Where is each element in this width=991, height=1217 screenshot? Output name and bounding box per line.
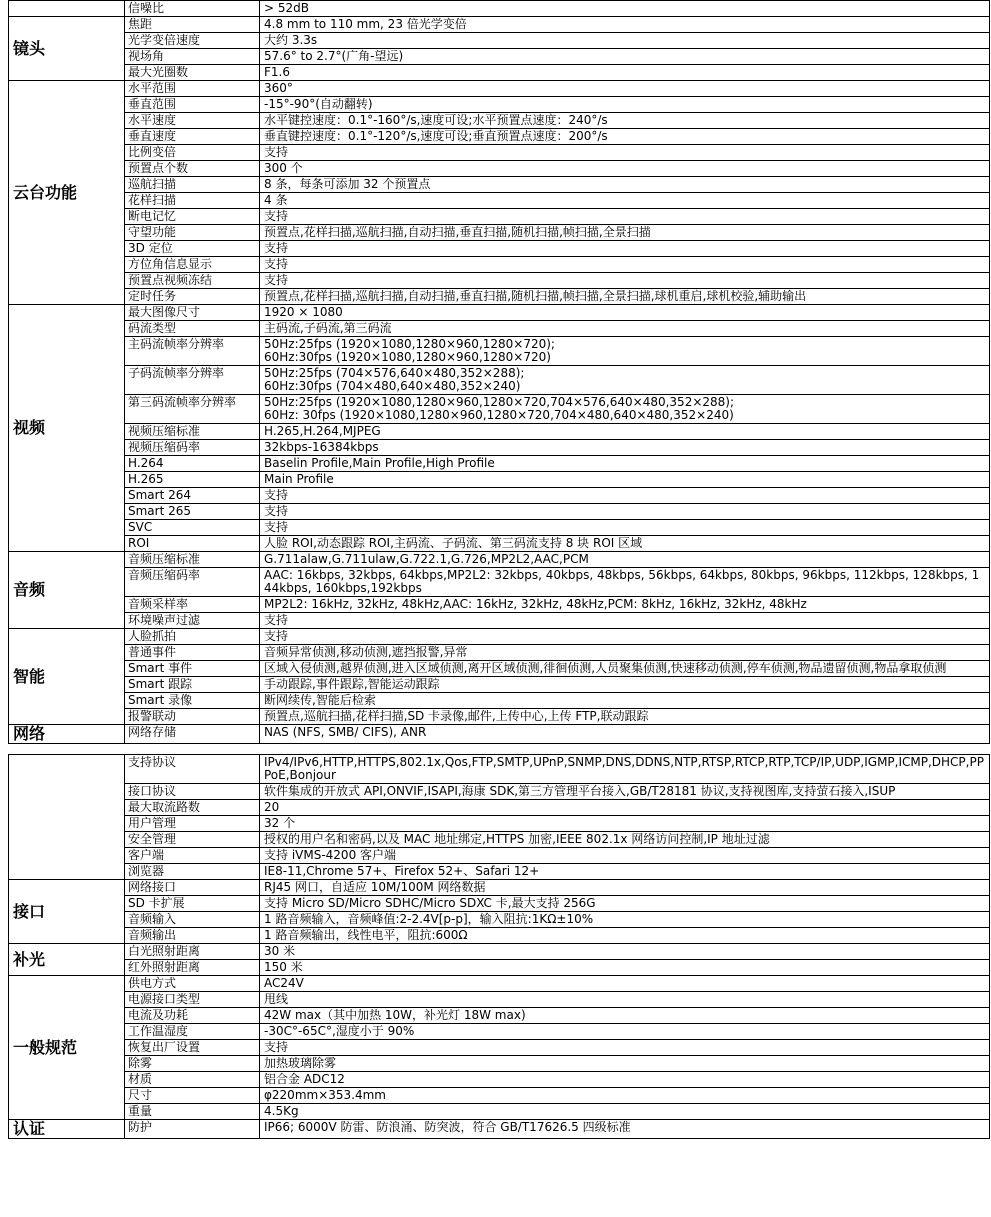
spec-row [9, 1088, 990, 1104]
spec-row [9, 960, 990, 976]
spec-name: 音频输出 [125, 928, 260, 944]
spec-name: 最大光圈数 [125, 65, 260, 81]
spec-row [9, 504, 990, 520]
spec-value-line2: 60Hz:30fps (1920×1080,1280×960,1280×720) [264, 350, 551, 364]
spec-value: 支持 [264, 273, 289, 287]
spec-value: 水平键控速度：0.1°-160°/s,速度可设;水平预置点速度：240°/s [264, 113, 608, 127]
spec-row [9, 81, 990, 97]
spec-row [9, 848, 990, 864]
spec-value: 1 路音频输出，线性电平，阻抗:600Ω [264, 928, 468, 942]
spec-value-cell [260, 800, 990, 816]
spec-value-cell [260, 1088, 990, 1104]
section-category: 智能 [9, 629, 125, 725]
spec-value: Main Profile [264, 472, 334, 486]
spec-value: 预置点,花样扫描,巡航扫描,自动扫描,垂直扫描,随机扫描,帧扫描,全景扫描,球机重启,球机校验,辅助输出 [264, 289, 807, 303]
spec-value-cell [260, 33, 990, 49]
spec-name: 恢复出厂设置 [125, 1040, 260, 1056]
spec-value-cell [260, 113, 990, 129]
spec-value-cell [260, 864, 990, 880]
spec-row [9, 992, 990, 1008]
spec-row [9, 520, 990, 536]
spec-value-cell [260, 976, 990, 992]
spec-name: 报警联动 [125, 709, 260, 725]
spec-row [9, 145, 990, 161]
spec-value-cell [260, 832, 990, 848]
spec-value-cell [260, 677, 990, 693]
spec-name: 定时任务 [125, 289, 260, 305]
spec-value-cell [260, 568, 990, 597]
spec-value: 支持 iVMS-4200 客户端 [264, 848, 397, 862]
spec-row [9, 33, 990, 49]
spec-name: 预置点视频冻结 [125, 273, 260, 289]
spec-row [9, 193, 990, 209]
spec-value-cell [260, 552, 990, 568]
spec-name: 防护 [125, 1120, 260, 1139]
spec-row [9, 49, 990, 65]
spec-name: 3D 定位 [125, 241, 260, 257]
spec-row [9, 1040, 990, 1056]
spec-value-cell [260, 1008, 990, 1024]
spec-value: -15°-90°(自动翻转) [264, 97, 373, 111]
spec-value: 支持 [264, 504, 289, 518]
spec-value-cell [260, 960, 990, 976]
spec-value: 1920 × 1080 [264, 305, 343, 319]
spec-value: 预置点,花样扫描,巡航扫描,自动扫描,垂直扫描,随机扫描,帧扫描,全景扫描 [264, 225, 651, 239]
spec-value: IPv4/IPv6,HTTP,HTTPS,802.1x,Qos,FTP,SMTP,UPnP,SNMP,DNS,DDNS,NTP,RTSP,RTCP,RTP,TCP/IP,UDP,IGMP,ICMP,DHCP,PPPoE,Bonjour [264, 755, 984, 782]
section-category: 镜头 [9, 17, 125, 81]
spec-row [9, 755, 990, 784]
spec-name: 方位角信息显示 [125, 257, 260, 273]
spec-name: 白光照射距离 [125, 944, 260, 960]
spec-value: 4 条 [264, 193, 288, 207]
spec-row [9, 552, 990, 568]
spec-row [9, 305, 990, 321]
spec-row [9, 896, 990, 912]
spec-value: 预置点,巡航扫描,花样扫描,SD 卡录像,邮件,上传中心,上传 FTP,联动跟踪 [264, 709, 649, 723]
spec-name: 红外照射距离 [125, 960, 260, 976]
spec-name: 环境噪声过滤 [125, 613, 260, 629]
spec-value: Baselin Profile,Main Profile,High Profile [264, 456, 495, 470]
spec-row [9, 928, 990, 944]
spec-name: 垂直速度 [125, 129, 260, 145]
spec-value-cell [260, 597, 990, 613]
spec-name: 预置点个数 [125, 161, 260, 177]
spec-value: 支持 [264, 209, 289, 223]
section-gap-cell [9, 744, 990, 755]
spec-value-cell [260, 1, 990, 17]
spec-name: 信噪比 [125, 1, 260, 17]
spec-value: 50Hz:25fps (1920×1080,1280×960,1280×720); [264, 337, 555, 351]
spec-value-cell [260, 848, 990, 864]
spec-value: 铝合金 ADC12 [264, 1072, 345, 1086]
spec-name: SD 卡扩展 [125, 896, 260, 912]
spec-value-cell [260, 81, 990, 97]
spec-row [9, 129, 990, 145]
spec-value: φ220mm×353.4mm [264, 1088, 386, 1102]
spec-value: 支持 [264, 145, 289, 159]
spec-name: 安全管理 [125, 832, 260, 848]
spec-row [9, 395, 990, 424]
section-category [9, 1, 125, 17]
spec-name: 浏览器 [125, 864, 260, 880]
spec-value-cell [260, 273, 990, 289]
spec-name: 接口协议 [125, 784, 260, 800]
spec-row [9, 424, 990, 440]
spec-value-cell [260, 177, 990, 193]
spec-value: 支持 [264, 488, 289, 502]
spec-name: 供电方式 [125, 976, 260, 992]
spec-value: 32 个 [264, 816, 296, 830]
spec-name: 网络存储 [125, 725, 260, 744]
spec-row [9, 1, 990, 17]
spec-value: 区域入侵侦测,越界侦测,进入区域侦测,离开区域侦测,徘徊侦测,人员聚集侦测,快速移动侦测,停车侦测,物品遗留侦测,物品拿取侦测 [264, 661, 947, 675]
spec-value: > 52dB [264, 1, 309, 15]
spec-name: 人脸抓拍 [125, 629, 260, 645]
spec-name: 支持协议 [125, 755, 260, 784]
spec-name: 第三码流帧率分辨率 [125, 395, 260, 424]
spec-value: 人脸 ROI,动态跟踪 ROI,主码流、子码流、第三码流支持 8 块 ROI 区域 [264, 536, 643, 550]
spec-value-cell [260, 193, 990, 209]
section-category: 视频 [9, 305, 125, 552]
spec-name: 音频压缩标准 [125, 552, 260, 568]
spec-row [9, 177, 990, 193]
spec-value-cell [260, 97, 990, 113]
spec-value: AC24V [264, 976, 304, 990]
spec-name: 除雾 [125, 1056, 260, 1072]
spec-row [9, 832, 990, 848]
section-category: 认证 [9, 1120, 125, 1139]
spec-row [9, 629, 990, 645]
spec-value-cell [260, 816, 990, 832]
spec-value-cell [260, 257, 990, 273]
spec-row [9, 113, 990, 129]
section-category: 接口 [9, 880, 125, 944]
spec-table [8, 0, 990, 1139]
spec-value: 4.8 mm to 110 mm, 23 倍光学变倍 [264, 17, 467, 31]
section-category: 云台功能 [9, 81, 125, 305]
spec-row [9, 912, 990, 928]
spec-row [9, 1120, 990, 1139]
spec-name: SVC [125, 520, 260, 536]
spec-value-cell [260, 161, 990, 177]
spec-value-cell [260, 366, 990, 395]
spec-row [9, 1024, 990, 1040]
spec-name: 视场角 [125, 49, 260, 65]
spec-value: 360° [264, 81, 293, 95]
spec-name: 工作温湿度 [125, 1024, 260, 1040]
spec-value-cell [260, 992, 990, 1008]
spec-sheet [8, 0, 989, 1139]
spec-value: 支持 [264, 1040, 289, 1054]
spec-name: 最大取流路数 [125, 800, 260, 816]
spec-value-cell [260, 725, 990, 744]
spec-value-cell [260, 241, 990, 257]
spec-name: 子码流帧率分辨率 [125, 366, 260, 395]
spec-row [9, 225, 990, 241]
spec-value-cell [260, 944, 990, 960]
spec-value-cell [260, 912, 990, 928]
spec-name: 尺寸 [125, 1088, 260, 1104]
spec-row [9, 273, 990, 289]
spec-row [9, 241, 990, 257]
spec-value: G.711alaw,G.711ulaw,G.722.1,G.726,MP2L2,AAC,PCM [264, 552, 589, 566]
spec-row [9, 816, 990, 832]
spec-name: Smart 265 [125, 504, 260, 520]
spec-name: 最大图像尺寸 [125, 305, 260, 321]
spec-row [9, 880, 990, 896]
spec-value: 垂直键控速度：0.1°-120°/s,速度可设;垂直预置点速度：200°/s [264, 129, 608, 143]
spec-table-body [9, 1, 990, 1139]
spec-row [9, 1072, 990, 1088]
spec-value-cell [260, 693, 990, 709]
spec-value: 42W max（其中加热 10W，补光灯 18W max) [264, 1008, 526, 1022]
spec-value-cell [260, 613, 990, 629]
spec-row [9, 488, 990, 504]
spec-row [9, 17, 990, 33]
spec-value-cell [260, 289, 990, 305]
spec-value-cell [260, 1040, 990, 1056]
spec-value-cell [260, 928, 990, 944]
spec-name: 视频压缩标准 [125, 424, 260, 440]
spec-name: Smart 跟踪 [125, 677, 260, 693]
spec-value-cell [260, 145, 990, 161]
spec-value-cell [260, 661, 990, 677]
spec-value: 音频异常侦测,移动侦测,遮挡报警,异常 [264, 645, 468, 659]
spec-row [9, 613, 990, 629]
spec-value: MP2L2: 16kHz, 32kHz, 48kHz,AAC: 16kHz, 32kHz, 48kHz,PCM: 8kHz, 16kHz, 32kHz, 48kHz [264, 597, 807, 611]
spec-value-cell [260, 321, 990, 337]
spec-value: 支持 [264, 613, 289, 627]
spec-value: 主码流,子码流,第三码流 [264, 321, 392, 335]
spec-row [9, 568, 990, 597]
section-gap [9, 744, 990, 755]
spec-row [9, 976, 990, 992]
spec-name: 花样扫描 [125, 193, 260, 209]
spec-name: H.265 [125, 472, 260, 488]
spec-row [9, 472, 990, 488]
spec-value-line2: 60Hz:30fps (704×480,640×480,352×240) [264, 379, 521, 393]
spec-value-cell [260, 1104, 990, 1120]
spec-value-cell [260, 784, 990, 800]
spec-value: 手动跟踪,事件跟踪,智能运动跟踪 [264, 677, 440, 691]
spec-value-cell [260, 1072, 990, 1088]
spec-value-cell [260, 1056, 990, 1072]
spec-value: 大约 3.3s [264, 33, 318, 47]
spec-value: 50Hz:25fps (704×576,640×480,352×288); [264, 366, 525, 380]
spec-value-cell [260, 709, 990, 725]
spec-row [9, 784, 990, 800]
spec-value: NAS (NFS, SMB/ CIFS), ANR [264, 725, 427, 739]
spec-value-cell [260, 456, 990, 472]
spec-name: 码流类型 [125, 321, 260, 337]
spec-value: 甩线 [264, 992, 289, 1006]
spec-row [9, 97, 990, 113]
spec-value-cell [260, 209, 990, 225]
spec-value: 支持 [264, 520, 289, 534]
spec-value-cell [260, 424, 990, 440]
spec-row [9, 161, 990, 177]
spec-name: 断电记忆 [125, 209, 260, 225]
spec-name: 视频压缩码率 [125, 440, 260, 456]
spec-value: H.265,H.264,MJPEG [264, 424, 381, 438]
spec-value: 50Hz:25fps (1920×1080,1280×960,1280×720,704×576,640×480,352×288); [264, 395, 735, 409]
spec-row [9, 456, 990, 472]
spec-name: 音频输入 [125, 912, 260, 928]
spec-name: 普通事件 [125, 645, 260, 661]
section-category: 网络 [9, 725, 125, 744]
spec-row [9, 65, 990, 81]
spec-value: F1.6 [264, 65, 290, 79]
spec-name: 电源接口类型 [125, 992, 260, 1008]
spec-name: 材质 [125, 1072, 260, 1088]
spec-row [9, 725, 990, 744]
spec-name: 重量 [125, 1104, 260, 1120]
spec-row [9, 337, 990, 366]
spec-row [9, 677, 990, 693]
spec-value-line2: 60Hz: 30fps (1920×1080,1280×960,1280×720,704×480,640×480,352×240) [264, 408, 734, 422]
spec-value: 支持 [264, 257, 289, 271]
spec-value: 授权的用户名和密码,以及 MAC 地址绑定,HTTPS 加密,IEEE 802.1x 网络访问控制,IP 地址过滤 [264, 832, 770, 846]
spec-name: 音频采样率 [125, 597, 260, 613]
spec-name: 巡航扫描 [125, 177, 260, 193]
spec-value: 20 [264, 800, 280, 814]
section-category: 一般规范 [9, 976, 125, 1120]
spec-value: 8 条，每条可添加 32 个预置点 [264, 177, 431, 191]
spec-value-cell [260, 49, 990, 65]
spec-value: 1 路音频输入，音频峰值:2-2.4V[p-p]，输入阻抗:1KΩ±10% [264, 912, 594, 926]
spec-value-cell [260, 395, 990, 424]
spec-value: 支持 [264, 241, 289, 255]
spec-name: 焦距 [125, 17, 260, 33]
spec-row [9, 864, 990, 880]
spec-value: 4.5Kg [264, 1104, 299, 1118]
spec-name: 客户端 [125, 848, 260, 864]
spec-row [9, 1056, 990, 1072]
spec-value-cell [260, 645, 990, 661]
spec-value: 150 米 [264, 960, 303, 974]
spec-value-cell [260, 896, 990, 912]
spec-value-cell [260, 472, 990, 488]
spec-name: 音频压缩码率 [125, 568, 260, 597]
spec-row [9, 800, 990, 816]
spec-value: IP66; 6000V 防雷、防浪涌、防突波，符合 GB/T17626.5 四级标准 [264, 1120, 631, 1134]
spec-name: Smart 事件 [125, 661, 260, 677]
spec-name: ROI [125, 536, 260, 552]
spec-value-cell [260, 225, 990, 241]
spec-name: Smart 264 [125, 488, 260, 504]
spec-value: 支持 Micro SD/Micro SDHC/Micro SDXC 卡,最大支持 256G [264, 896, 596, 910]
spec-name: 水平速度 [125, 113, 260, 129]
spec-row [9, 289, 990, 305]
section-category [9, 755, 125, 880]
spec-row [9, 693, 990, 709]
spec-value: 软件集成的开放式 API,ONVIF,ISAPI,海康 SDK,第三方管理平台接入,GB/T28181 协议,支持视图库,支持萤石接入,ISUP [264, 784, 896, 798]
spec-value-cell [260, 129, 990, 145]
spec-value: AAC: 16kbps, 32kbps, 64kbps,MP2L2: 32kbps, 40kbps, 48kbps, 56kbps, 64kbps, 80kbps, 96kbps, 112kbps, 128kbps, 144kbps, 160kbps,192kbps [264, 568, 980, 595]
spec-name: 用户管理 [125, 816, 260, 832]
spec-row [9, 661, 990, 677]
spec-row [9, 597, 990, 613]
spec-value: RJ45 网口，自适应 10M/100M 网络数据 [264, 880, 486, 894]
spec-name: 比例变倍 [125, 145, 260, 161]
spec-row [9, 944, 990, 960]
spec-value-cell [260, 1120, 990, 1139]
spec-value: 32kbps-16384kbps [264, 440, 379, 454]
spec-value: -30C°-65C°,湿度小于 90% [264, 1024, 415, 1038]
spec-row [9, 1104, 990, 1120]
spec-value-cell [260, 337, 990, 366]
spec-name: 光学变倍速度 [125, 33, 260, 49]
spec-value-cell [260, 1024, 990, 1040]
spec-value-cell [260, 536, 990, 552]
spec-row [9, 209, 990, 225]
spec-name: 电流及功耗 [125, 1008, 260, 1024]
spec-value-cell [260, 17, 990, 33]
spec-value: IE8-11,Chrome 57+、Firefox 52+、Safari 12+ [264, 864, 540, 878]
spec-row [9, 645, 990, 661]
spec-value-cell [260, 65, 990, 81]
spec-value-cell [260, 440, 990, 456]
spec-value-cell [260, 755, 990, 784]
spec-value-cell [260, 488, 990, 504]
spec-name: Smart 录像 [125, 693, 260, 709]
spec-row [9, 366, 990, 395]
spec-name: 网络接口 [125, 880, 260, 896]
spec-value-cell [260, 629, 990, 645]
spec-name: 水平范围 [125, 81, 260, 97]
spec-value: 57.6° to 2.7°(广角-望远) [264, 49, 404, 63]
section-category: 音频 [9, 552, 125, 629]
spec-row [9, 257, 990, 273]
spec-name: 垂直范围 [125, 97, 260, 113]
spec-name: 主码流帧率分辨率 [125, 337, 260, 366]
spec-value-cell [260, 305, 990, 321]
spec-row [9, 536, 990, 552]
spec-value-cell [260, 504, 990, 520]
spec-name: H.264 [125, 456, 260, 472]
spec-name: 守望功能 [125, 225, 260, 241]
section-category: 补光 [9, 944, 125, 976]
spec-value: 30 米 [264, 944, 296, 958]
spec-value: 支持 [264, 629, 289, 643]
spec-value: 断网续传,智能后检索 [264, 693, 376, 707]
spec-row [9, 321, 990, 337]
spec-value: 加热玻璃除雾 [264, 1056, 337, 1070]
spec-value: 300 个 [264, 161, 303, 175]
spec-row [9, 709, 990, 725]
spec-value-cell [260, 520, 990, 536]
spec-row [9, 1008, 990, 1024]
spec-value-cell [260, 880, 990, 896]
spec-row [9, 440, 990, 456]
